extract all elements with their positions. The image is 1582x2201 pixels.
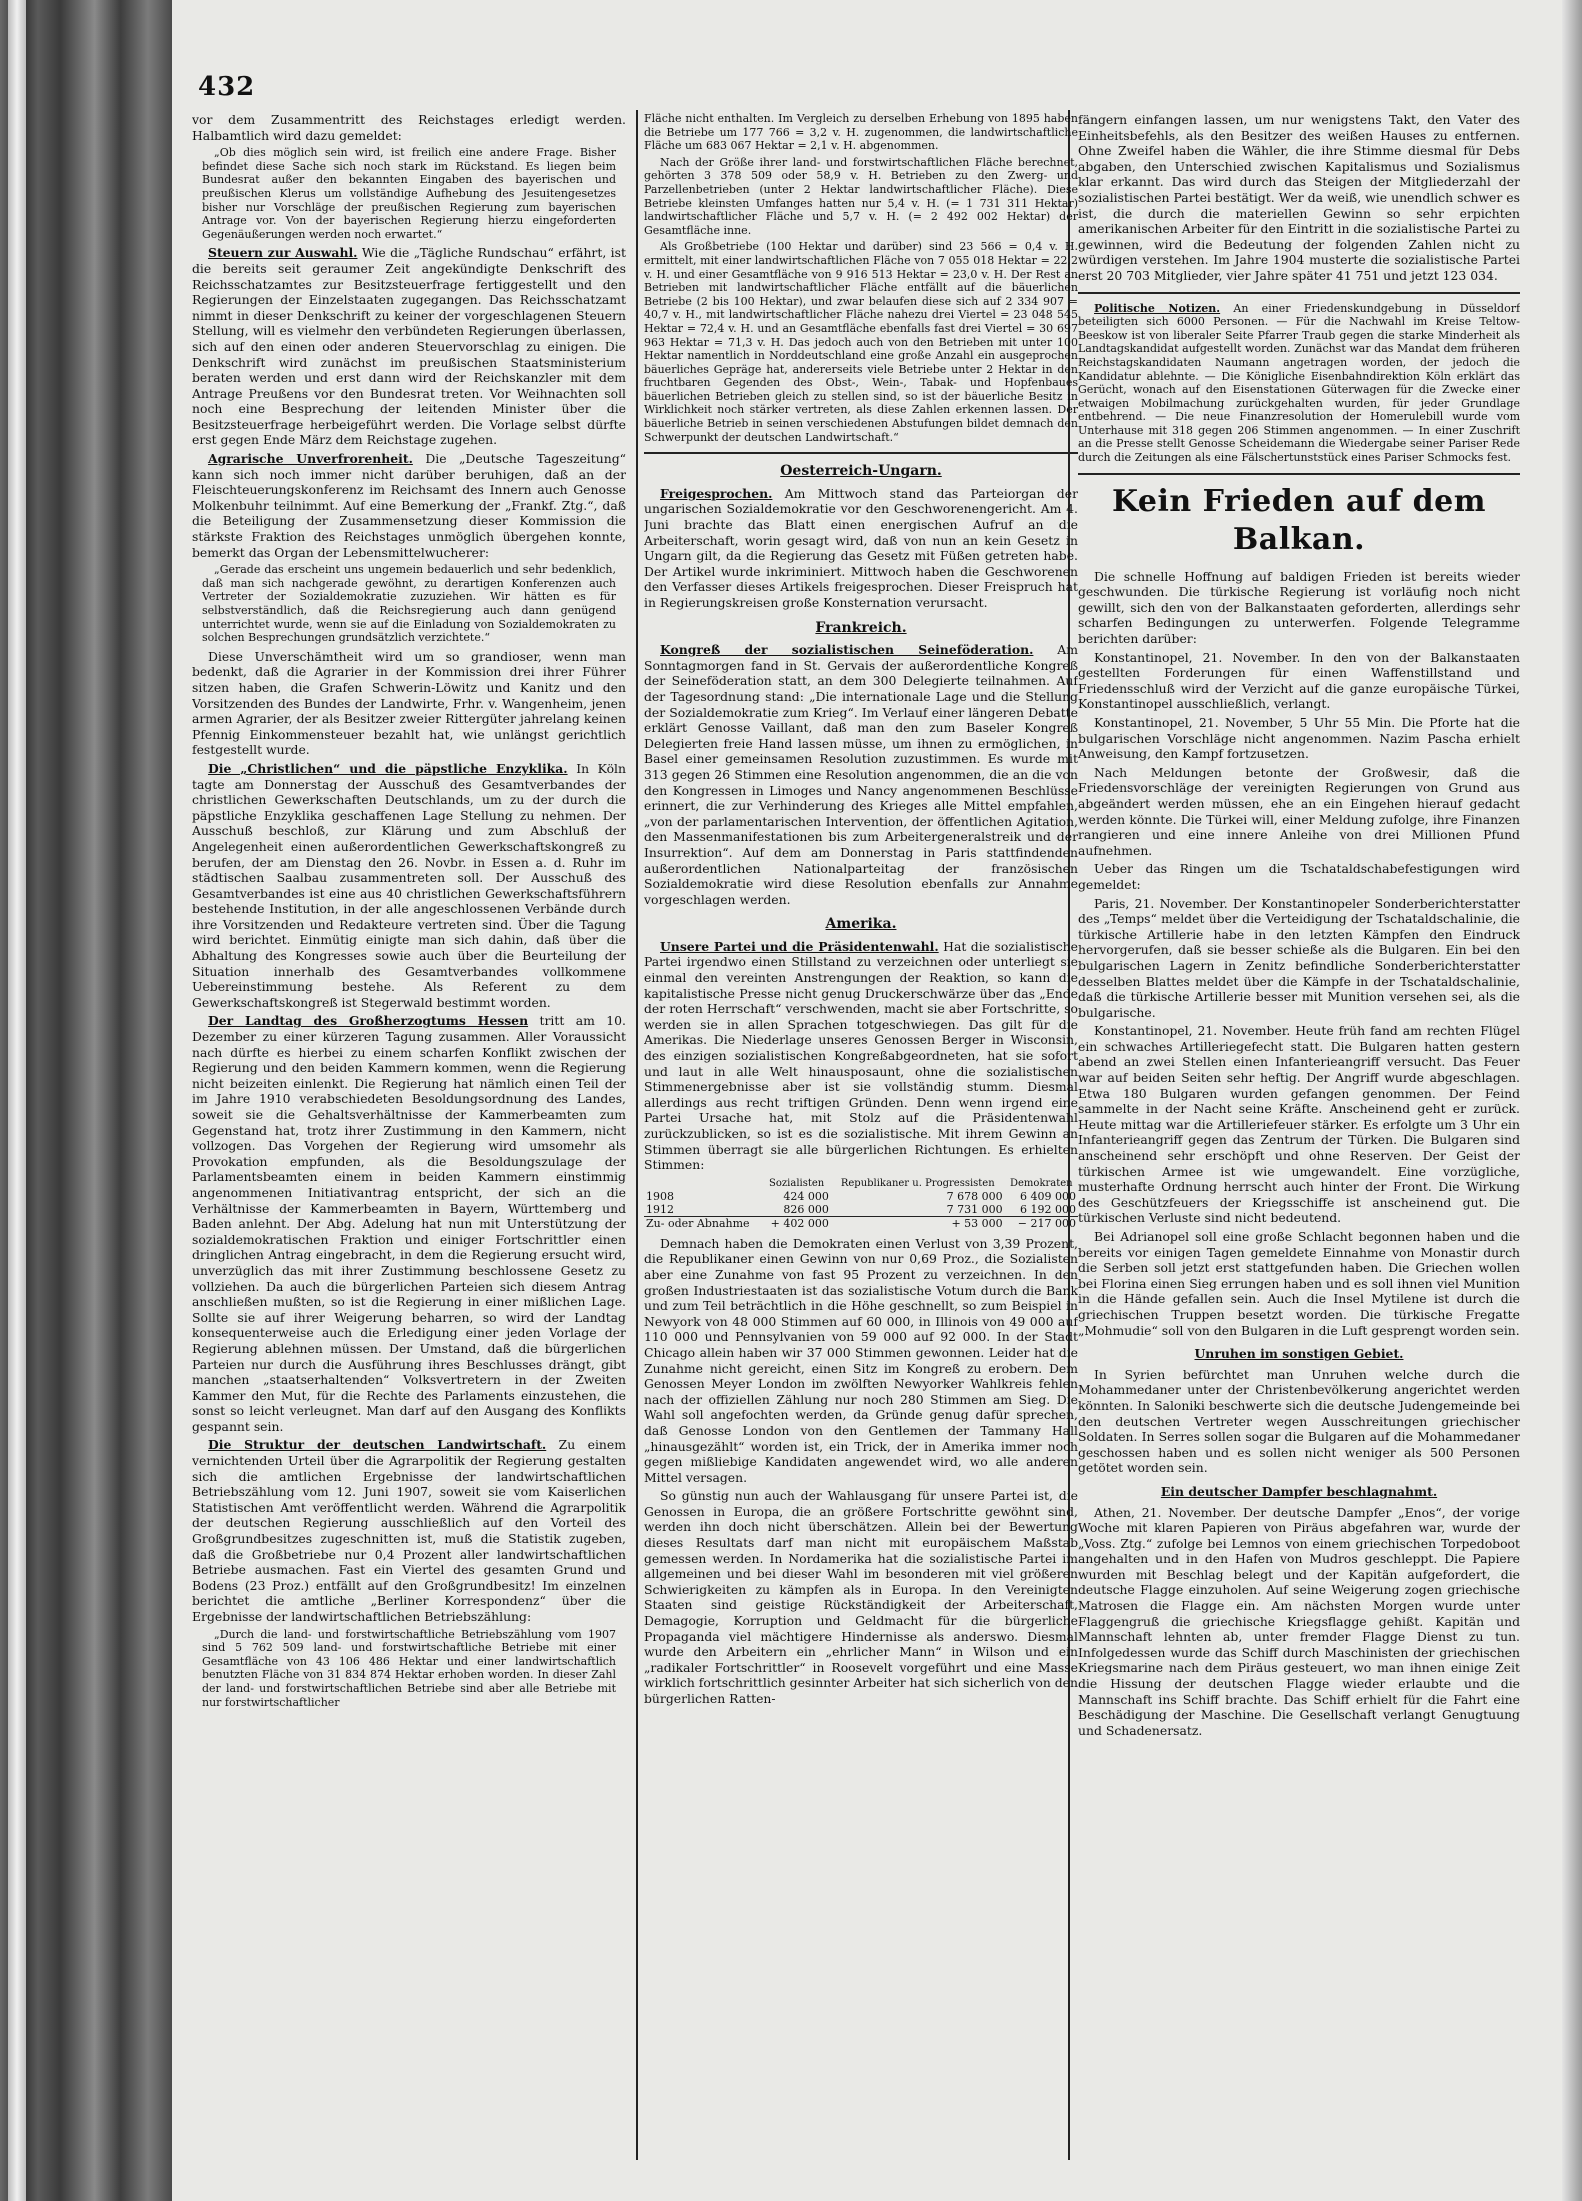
- table-cell: Zu- oder Abnahme: [644, 1216, 762, 1230]
- paragraph-keyword: Kongreß der sozialistischen Seineföderation.: [660, 642, 1034, 658]
- table-cell: 7 678 000: [946, 1189, 1003, 1203]
- paragraph-keyword: Politische Notizen.: [1094, 301, 1221, 315]
- paragraph-keyword: Der Landtag des Großherzogtums Hessen: [208, 1013, 529, 1029]
- section-heading: Frankreich.: [815, 619, 907, 636]
- paragraph-text: tritt am 10. Dezember zu einer kürzeren Tagung zusammen. Aller Voraussicht nach dürfte es hierbei zu einem scharfen Konflikt zwischen der Regierung und den beiden Kammern kommen, wenn die Regierung nicht beizeiten einlenkt. Die Regierung hat nämlich einen Teil der im Jahre 1910 verabschiedeten Besoldungsordnung des Landes, soweit sie die Gehaltsverhältnisse der Kammerbeamten zum Gegenstand hat, trotz ihrer Zustimmung in den Kammern, nicht vollzogen. Das Vorgehen der Regierung wird umsomehr als Provokation empfunden, als die Besoldungszulage der Parlamentsbeamten einem in beiden Kammern einstimmig angenommenen Initiativantrag entspricht, der sich an die Verhältnisse der Kammerbeamten in Bayern, Württemberg und Baden anlehnt. Der Abg. Adelung hat nun mit Unterstützung der sozialdemokratischen Fraktion und einiger Fortschrittler einen dringlichen Antrag eingebracht, in dem die Regierung ersucht wird, unverzüglich das mit ihrer Zustimmung beschlossene Gesetz zu vollziehen. Da auch die bürgerlichen Parteien sich diesem Antrag anschließen mußten, so ist die Regierung in einer mißlichen Lage. Sollte sie auf ihrer Weigerung beharren, so wird der Landtag konsequenterweise auch die Erledigung einer jeden Vorlage der Regierung ablehnen müssen. Der Umstand, daß die bürgerlichen Parteien nur durch die Ausführung ihres Beschlusses drängt, gibt manchen „staatserhaltenden“ Volksvertretern in der Zweiten Kammer den Mut, für die Rechte des Parlaments einzustehen, die sonst so leicht verleugnet. Man darf auf den Ausgang des Konflikts gespannt sein.: [192, 1013, 626, 1434]
- paragraph-struktur: [192, 1437, 626, 1624]
- paragraph-keyword: Die Struktur der deutschen Landwirtschaft.: [208, 1437, 547, 1453]
- paragraph-text: Am Mittwoch stand das Parteiorgan der ungarischen Sozialdemokratie vor den Geschworenengericht. Am 4. Juni brachte das Blatt einen energischen Aufruf an die Arbeiterschaft, worin gesagt wird, daß von nun an kein Gesetz in Ungarn gilt, da die Regierung das Gesetz mit Füßen getreten habe. Der Artikel wurde inkriminiert. Mittwoch haben die Geschworenen den Verfasser dieses Artikels freigesprochen. Dieser Freispruch hat in Regierungskreisen große Konsternation verursacht.: [644, 485, 1078, 610]
- section-heading: Oesterreich-Ungarn.: [780, 463, 942, 480]
- paragraph: In Syrien befürchtet man Unruhen welche durch die Mohammedaner unter der Christenbevölkerung angerichtet werden könnten. In Saloniki beschwerte sich die deutsche Judengemeinde bei den deutschen Vertreter wegen Ausschreitungen griechischer Soldaten. In Serres sollen sogar die Bulgaren auf die Mohammedaner geschossen haben und es sollen nicht weniger als 500 Personen getötet worden sein.: [1078, 1366, 1520, 1476]
- table-cell: + 53 000: [831, 1216, 1005, 1230]
- table-cell: 826 000: [783, 1202, 829, 1216]
- table-header-row: [644, 1177, 1078, 1190]
- quotation: „Durch die land- und forstwirtschaftliche Betriebszählung vom 1907 sind 5 762 509 land- und forstwirtschaftliche Betriebe mit einer Gesamtfläche von 43 106 486 Hektar und einer landwirtschaftlich benutzten Fläche von 31 834 874 Hektar erhoben worden. In dieser Zahl der land- und forstwirtschaftlichen Betriebe sind aber alle Betriebe mit nur forstwirtschaftlicher: [202, 1627, 616, 1709]
- paragraph-text: An einer Friedenskundgebung in Düsseldorf beteiligten sich 6000 Personen. — Für die Nachwahl im Kreise Teltow-Beeskow ist von liberaler Seite Pfarrer Traub gegen die starke Minderheit als Landtagskandidat aufgestellt worden. Zunächst war das Mandat dem früheren Reichstagskandidaten Naumann angetragen worden, der jedoch die Kandidatur ablehnte. — Die Königliche Eisenbahndirektion Köln erklärt das Gerücht, wonach auf den Eisenstationen Güterwagen für die Zwecke einer etwaigen Mobilmachung zurückgehalten wurden, für jeder Grundlage entbehrend. — Die neue Finanzresolution der Homerulebill wurde vom Unterhause mit 318 gegen 206 Stimmen angenommen. — In einer Zuschrift an die Presse stellt Genosse Scheidemann die Wiedergabe seiner Pariser Rede durch die Zeitungen als eine Fälschertunststück eines Pariser Schmocks fest.: [1078, 301, 1520, 465]
- paragraph: Nach Meldungen betonte der Großwesir, daß die Friedensvorschläge der vereinigten Regierungen von Grund aus abgeändert werden müssen, ehe an ein Eingehen hierauf gedacht werden könnte. Die Türkei will, einer Meldung zufolge, ihre Finanzen rangieren und eine innere Anleihe von drei Millionen Pfund aufnehmen.: [1078, 764, 1520, 858]
- column-left: [192, 112, 626, 2152]
- paragraph: Paris, 21. November. Der Konstantinopeler Sonderberichterstatter des „Temps“ meldet über die Verteidigung der Tschataldschalinie, die türkische Artillerie habe in den letzten Kämpfen den Eindruck hervorgerufen, daß sie besser schieße als die Bulgaren. Ein bei den bulgarischen Lagern in Zenitz befindliche Sonderberichterstatter desselben Blattes meldet über die Kämpfe in der Tschataldschalinie, daß die türkische Artillerie besser mit Munition versehen sei, als die bulgarische.: [1078, 895, 1520, 1020]
- section-divider: [1078, 292, 1520, 294]
- paragraph-keyword: Steuern zur Auswahl.: [208, 245, 358, 261]
- table-header: Sozialisten: [769, 1177, 825, 1189]
- binding-highlight: [8, 0, 26, 2201]
- table-header: Demokraten: [1010, 1177, 1073, 1189]
- table-header: Republikaner u. Progressisten: [840, 1177, 995, 1189]
- section-divider: [1078, 473, 1520, 475]
- table-cell: 6 192 000: [1020, 1202, 1076, 1216]
- paragraph-christliche: [192, 761, 626, 1011]
- paragraph: Konstantinopel, 21. November. In den von der Balkanstaaten gestellten Forderungen für einen Waffenstillstand und Friedensschluß wird der Verzicht auf die ganze europäische Türkei, Konstantinopel ausschließlich, verlangt.: [1078, 649, 1520, 712]
- column-rule: [636, 110, 638, 2160]
- paragraph-steuern: [192, 245, 626, 448]
- paragraph: Nach der Größe ihrer land- und forstwirtschaftlichen Fläche berechnet, gehörten 3 378 509 oder 58,9 v. H. Betrieben zu den Zwerg- und Parzellenbetrieben (unter 2 Hektar landwirtschaftlicher Fläche). Diese Betriebe kleinsten Umfanges hatten nur 5,4 v. H. (= 1 731 311 Hektar) landwirtschaftlicher Fläche und 5,7 v. H. (= 2 492 002 Hektar) der Gesamtfläche inne.: [644, 155, 1078, 237]
- paragraph: fängern einfangen lassen, um nur wenigstens Takt, den Vater des Einheitsbefehls, als den Besitzer des weißen Hauses zu entfernen. Ohne Zweifel haben die Wähler, die ihre Stimme diesmal für Debs abgaben, den Unterschied zwischen Kapitalismus und Sozialismus klar erkannt. Das wird durch das Steigen der Mitgliederzahl der sozialistischen Partei bestätigt. Wer da weiß, wie unendlich schwer es ist, die durch die materiellen Gewinn so sehr erpichten amerikanischen Arbeiter für den Eintritt in die sozialistische Partei zu gewinnen, wird die Bedeutung der folgenden Zahlen nicht zu würdigen verstehen. Im Jahre 1904 musterte die sozialistische Partei erst 20 703 Mitglieder, vier Jahre später 41 751 und jetzt 123 034.: [1078, 112, 1520, 283]
- paragraph: Bei Adrianopel soll eine große Schlacht begonnen haben und die bereits vor einigen Tagen gemeldete Einnahme von Monastir durch die Serben soll jetzt erst stattgefunden haben. Die Griechen wollen bei Florina einen Sieg errungen haben und es soll ihnen viel Munition in die Hände gefallen sein. Auch die Insel Mytilene ist durch die griechischen Truppen besetzt worden. Die türkische Fregatte „Mohmudie“ soll von den Bulgaren in die Luft gesprengt worden sein.: [1078, 1229, 1520, 1338]
- table-row: [644, 1203, 1078, 1217]
- paragraph-text: In Köln tagte am Donnerstag der Ausschuß des Gesamtverbandes der christlichen Gewerkschaften Deutschlands, um zu der durch die päpstliche Enzyklika geschaffenen Lage Stellung zu nehmen. Der Ausschuß beschloß, zur Klärung und zum Abschluß der Angelegenheit einen außerordentlichen Gewerkschaftskongreß zu berufen, der am Dienstag den 26. Novbr. in Essen a. d. Ruhr im städtischen Saalbau zusammentreten soll. Der Ausschuß des Gesamtverbandes ist eine aus 40 christlichen Gewerkschaftsführern bestehende Institution, in der alle angeschlossenen Verbände durch ihre Vorsitzenden und Redakteure vertreten sind. Über die Tagung wird berichtet. Einmütig einigte man sich dahin, daß über die Abhaltung des Kongresses sowie auch über die Beurteilung der Situation innerhalb des Gesamtverbandes vollkommene Uebereinstimmung bestehe. Als Referent zu dem Gewerkschaftskongreß ist Stegerwald bestimmt worden.: [192, 760, 626, 1010]
- paragraph: Die schnelle Hoffnung auf baldigen Frieden ist bereits wieder geschwunden. Die türkische Regierung ist vorläufig noch nicht gewillt, sich den von der Balkanstaaten geforderten, allerdings sehr scharfen Bedingungen zu unterwerfen. Folgende Telegramme berichten darüber:: [1078, 568, 1520, 647]
- paragraph: Ueber das Ringen um die Tschataldschabefestigungen wird gemeldet:: [1078, 861, 1520, 892]
- paragraph-text: Hat die sozialistische Partei irgendwo einen Stillstand zu verzeichnen oder unterliegt sie einmal den vereinten Anstrengungen der Reaktion, so kann die kapitalistische Presse nicht genug Druckerschwärze über das „Ende der roten Herrschaft“ verschwenden, macht sie aber Fortschritte, so werden sie in allen Sprachen totgeschwiegen. Das gilt für die Amerikas. Die Niederlage unseres Genossen Berger in Wisconsin, des einzigen sozialistischen Kongreßabgeordneten, hat sie sofort und laut in alle Welt hinausposaunt, ohne die sozialistischen Stimmenergebnisse aber ist sie vollständig stumm. Diesmal allerdings aus recht triftigen Gründen. Denn wenn irgend eine Partei Ursache hat, mit Stolz auf die Präsidentenwahl zurückzublicken, so ist es die sozialistische. Mit ihrem Gewinn an Stimmen überragt sie alle bürgerlichen Richtungen. Es erhielten Stimmen:: [644, 938, 1078, 1173]
- paragraph: Konstantinopel, 21. November. Heute früh fand am rechten Flügel ein schwaches Artilleriegefecht statt. Die Bulgaren hatten gestern abend an zwei Stellen einen Infanterieangriff versucht. Das Feuer war auf beiden Seiten sehr heftig. Der Angriff wurde abgeschlagen. Etwa 180 Bulgaren wurden gefangen genommen. Der Feind sammelte in der Nacht seine Kräfte. Anscheinend geht er zurück. Heute mittag war die Artilleriefeuer stärker. Es erfolgte um 3 Uhr ein Infanterieangriff gegen das Zentrum der Türken. Die Bulgaren sind anscheinend sehr erschöpft und ohne Reserven. Der Geist der türkischen Armee ist wie umgewandelt. Eine vorzügliche, musterhafte Ordnung herrscht auch hinter der Front. Die Wirkung des Geschützfeuers der Kriegsschiffe ist anscheinend gut. Die türkischen Verluste sind nicht bedeutend.: [1078, 1023, 1520, 1226]
- page-right-edge: [1562, 0, 1582, 2201]
- paragraph: Athen, 21. November. Der deutsche Dampfer „Enos“, der vorige Woche mit klaren Papieren von Piräus abgefahren war, wurde der „Voss. Ztg.“ zufolge bei Lemnos von einem griechischen Torpedoboot angehalten und in den Hafen von Mudros geschleppt. Die Papiere wurden mit Beschlag belegt und der Kapitän aufgefordert, die deutsche Flagge einzuholen. Auf seine Weigerung zogen griechische Matrosen die Flagge ein. Am nächsten Morgen wurde unter Flaggengruß die griechische Kriegsflagge gehißt. Kapitän und Mannschaft lehnten ab, unter fremder Flagge Dienst zu tun. Infolgedessen wurde das Schiff durch Maschinisten der griechischen Kriegsmarine nach dem Piräus gesteuert, wo man ihnen einige Zeit die Hissung der deutschen Flagge wieder erlaubte und die Mannschaft ins Schiff brachte. Das Schiff erhielt für die Fahrt eine Beschädigung der Maschine. Die Gesellschaft verlangt Genugtuung und Schadenersatz.: [1078, 1504, 1520, 1738]
- paragraph: Fläche nicht enthalten. Im Vergleich zu derselben Erhebung von 1895 haben die Betriebe um 177 766 = 3,2 v. H. zugenommen, die landwirtschaftliche Fläche um 683 067 Hektar = 2,1 v. H. abgenommen.: [644, 112, 1078, 153]
- paragraph-text: Wie die „Tägliche Rundschau“ erfährt, ist die bereits seit geraumer Zeit angekündigte Denkschrift des Reichsschatzamtes zur Besitzsteuerfrage fertiggestellt und den Regierungen der Einzelstaaten zugegangen. Das Reichsschatzamt nimmt in dieser Denkschrift zu keiner der vorgeschlagenen Steuern Stellung, will es vielmehr den verbündeten Regierungen überlassen, sich auf den einen oder anderen Steuervorschlag zu einigen. Die Denkschrift wird zunächst im preußischen Staatsministerium beraten werden und erst dann wird der Reichskanzler mit dem Antrage Preußens vor den Bundesrat treten. Vor Weihnachten soll noch eine Besprechung der leitenden Minister über die Besitzsteuerfrage herbeigeführt werden. Die Vorlage selbst dürfte erst gegen Ende März dem Reichstage zugehen.: [192, 245, 626, 448]
- paragraph-kongress: [644, 642, 1078, 907]
- table-cell: 1908: [646, 1189, 674, 1203]
- paragraph-praesidentenwahl: [644, 939, 1078, 1173]
- paragraph-text: Die „Deutsche Tageszeitung“ kann sich noch immer nicht darüber beruhigen, daß an der Fleischteuerungskonferenz im Reichsamt des Innern auch Genosse Molkenbuhr teilnimmt. Auf eine Bemerkung der „Frankf. Ztg.“, daß die Beteiligung der Zusammensetzung dieser Kommission die stärkste Fraktion des Reichstages unmöglich übergehen konnte, bemerkt das Organ der Lebensmittelwucherer:: [192, 451, 626, 560]
- paragraph-hessen: [192, 1013, 626, 1434]
- subheading: Ein deutscher Dampfer beschlagnahmt.: [1160, 1483, 1438, 1499]
- paragraph: vor dem Zusammentritt des Reichstages erledigt werden. Halbamtlich wird dazu gemeldet:: [192, 112, 626, 143]
- table-cell: − 217 000: [1005, 1216, 1078, 1230]
- paragraph-text: Zu einem vernichtenden Urteil über die Agrarpolitik der Regierung gestalten sich die amtlichen Ergebnisse der landwirtschaftlichen Betriebszählung vom 12. Juni 1907, soweit sie vom Kaiserlichen Statistischen Amt veröffentlicht werden. Während die Agrarpolitik der deutschen Regierung ausschließlich auf den Vorteil des Großgrundbesitzes zugeschnitten ist, muß die Statistik zugeben, daß die Großbetriebe nur 0,4 Prozent aller landwirtschaftlichen Betriebe ausmachen. Fast ein Viertel des gesamten Grund und Bodens (23 Proz.) entfällt auf den Großgrundbesitz! Im einzelnen berichtet die amtliche „Berliner Korrespondenz“ über die Ergebnisse der landwirtschaftlichen Betriebszählung:: [192, 1437, 626, 1624]
- headline: Kein Frieden auf dem Balkan.: [1112, 483, 1486, 557]
- paragraph-agrar: [192, 451, 626, 560]
- paragraph-notizen: [1078, 302, 1520, 465]
- table-cell: 424 000: [783, 1189, 829, 1203]
- column-middle: [644, 112, 1078, 2152]
- paragraph-text: Am Sonntagmorgen fand in St. Gervais der außerordentliche Kongreß der Seineföderation statt, an dem 300 Delegierte teilnahmen. Auf der Tagesordnung stand: „Die internationale Lage und die Stellung der Sozialdemokratie zum Krieg“. Im Verlauf einer längeren Debatte erklärt Genosse Vaillant, daß man den zum Baseler Kongreß Delegierten freie Hand lassen müsse, um ihnen zu ermöglichen, in Basel einer gemeinsamen Resolution zuzustimmen. Es wurde mit 313 gegen 26 Stimmen eine Resolution angenommen, die an die von den Kongressen in Limoges und Nancy angenommenen Beschlüsse erinnert, die zur Verhinderung des Krieges alle Mittel empfahlen, „von der parlamentarischen Intervention, der öffentlichen Agitation, den Massenmanifestationen bis zum Arbeitergeneralstreik und der Insurrektion“. Auf dem am Donnerstag in Paris stattfindenden außerordentlichen Nationalparteitag der französischen Sozialdemokratie wird diese Resolution ebenfalls zur Annahme vorgeschlagen werden.: [644, 642, 1078, 907]
- section-heading: Amerika.: [825, 916, 897, 933]
- table-cell: 6 409 000: [1020, 1189, 1076, 1203]
- quotation: „Ob dies möglich sein wird, ist freilich eine andere Frage. Bisher befindet diese Sache sich noch stark im Rückstand. Es liegen beim Bundesrat außer den bekannten Eingaben des bayerischen und preußischen Klerus um vollständige Aufhebung des Jesuitengesetzes bisher nur Vorschläge der preußischen Regierung zum bayerischen Antrage vor. Von der bayerischen Regierung hierzu eingeforderten Gegenäußerungen werden noch erwartet.“: [202, 146, 616, 241]
- quotation: „Gerade das erscheint uns ungemein bedauerlich und sehr bedenklich, daß man sich nachgerade gewöhnt, zu derartigen Konferenzen auch Vertreter der Sozialdemokratie zuzuziehen. Wir hätten es für selbstverständlich, daß die Reichsregierung auch dann genügend unterrichtet wurde, wenn sie auf die Einladung von Sozialdemokraten zu solchen Besprechungen grundsätzlich verzichtete.“: [202, 563, 616, 645]
- table-row: [644, 1190, 1078, 1203]
- paragraph: Demnach haben die Demokraten einen Verlust von 3,39 Prozent, die Republikaner einen Gewinn von nur 0,69 Proz., die Sozialisten aber eine Zunahme von fast 95 Prozent zu verzeichnen. In den großen Industriestaaten ist das sozialistische Votum durch die Bank und zum Teil beträchtlich in die Höhe geschnellt, so zum Beispiel in Newyork von 48 000 Stimmen auf 60 000, in Illinois von 49 000 auf 110 000 und Pennsylvanien von 59 000 auf 92 000. In der Stadt Chicago allein haben wir 37 000 Stimmen gewonnen. Leider hat die Zunahme nicht gereicht, einen Sitz im Kongreß zu erobern. Dem Genossen Meyer London im zwölften Newyorker Wahlkreis fehlen nach der offiziellen Zählung nur noch 280 Stimmen am Sieg. Die Wahl soll angefochten werden, da Gründe genug dafür sprechen, daß Genosse London von den Gentlemen der Tammany Hall „hinausgezählt“ worden ist, ein Trick, der in Amerika immer noch gegen mißliebige Kandidaten angewendet wird, wo alle anderen Mittel versagen.: [644, 1235, 1078, 1485]
- page-number: 432: [198, 72, 256, 102]
- table-cell: + 402 000: [762, 1216, 830, 1230]
- paragraph-keyword: Freigesprochen.: [660, 485, 773, 501]
- table-total-row: [644, 1216, 1078, 1230]
- table-cell: 1912: [646, 1202, 674, 1216]
- paragraph-freigesprochen: [644, 486, 1078, 611]
- subheading: Unruhen im sonstigen Gebiet.: [1194, 1346, 1404, 1362]
- paragraph: Diese Unverschämtheit wird um so grandioser, wenn man bedenkt, daß die Agrarier in der Kommission drei ihrer Führer sitzen haben, die Grafen Schwerin-Löwitz und Kanitz und den Vorsitzenden des Bundes der Landwirte, Frhr. v. Wangenheim, jenen armen Agrarier, der als Besitzer zweier Rittergüter jahrelang keinen Pfennig Einkommensteuer bezahlt hat, wie unlängst gerichtlich festgestellt wurde.: [192, 648, 626, 758]
- column-right: [1078, 112, 1520, 2152]
- paragraph-keyword: Die „Christlichen“ und die päpstliche Enzyklika.: [208, 760, 568, 776]
- section-divider: [644, 452, 1078, 454]
- election-table: [644, 1177, 1078, 1230]
- paragraph: So günstig nun auch der Wahlausgang für unsere Partei ist, die Genossen in Europa, die an größere Fortschritte gewöhnt sind, werden ihn doch nicht überschätzen. Allein bei der Bewertung dieses Resultats darf man nicht mit europäischem Maßstab gemessen werden. In Nordamerika hat die sozialistische Partei im allgemeinen und bei dieser Wahl im besonderen mit viel größeren Schwierigkeiten zu kämpfen als in Europa. In den Vereinigten Staaten sind geistige Rückständigkeit der Arbeiterschaft, Demagogie, Korruption und Geldmacht für die bürgerliche Propaganda viel mächtigere Hindernisse als anderswo. Diesmal wurde den Arbeitern ein „ehrlicher Mann“ in Wilson und ein „radikaler Fortschrittler“ in Roosevelt vorgeführt und eine Masse wirklich fortschrittlich gesinnter Arbeiter hat sich sicherlich von den bürgerlichen Ratten-: [644, 1488, 1078, 1706]
- paragraph: Als Großbetriebe (100 Hektar und darüber) sind 23 566 = 0,4 v. H. ermittelt, mit einer landwirtschaftlichen Fläche von 7 055 018 Hektar = 22,2 v. H. und einer Gesamtfläche von 9 916 513 Hektar = 23,0 v. H. Der Rest an Betrieben mit landwirtschaftlicher Fläche entfällt auf die bäuerlichen Betriebe (2 bis 100 Hektar), und zwar belaufen diese sich auf 2 334 907 = 40,7 v. H., mit landwirtschaftlicher Fläche nahezu drei Viertel = 23 048 545 Hektar = 72,4 v. H. und an Gesamtfläche ebenfalls fast drei Viertel = 30 697 963 Hektar = 71,3 v. H. Das jedoch auch von den Betrieben mit unter 100 Hektar namentlich in Norddeutschland eine große Anzahl ein ausgeprochen bäuerliches Gepräge hat, andererseits viele Betriebe unter 2 Hektar in den fruchtbaren Gegenden des Obst-, Wein-, Tabak- und Hopfenbaues bäuerlichen Betrieben gleich zu stellen sind, so ist der bäuerliche Besitz in Wirklichkeit noch stärker vertreten, als diese Zahlen erkennen lassen. Der bäuerliche Betrieb in seinen verschiedenen Abstufungen bildet demnach den Schwerpunkt der deutschen Landwirtschaft.“: [644, 240, 1078, 444]
- paragraph-keyword: Agrarische Unverfrorenheit.: [208, 451, 413, 467]
- paragraph-keyword: Unsere Partei und die Präsidentenwahl.: [660, 938, 939, 954]
- table-cell: 7 731 000: [946, 1202, 1003, 1216]
- paragraph: Konstantinopel, 21. November, 5 Uhr 55 Min. Die Pforte hat die bulgarischen Vorschläge nicht angenommen. Nazim Pascha erhielt Anweisung, den Kampf fortzusetzen.: [1078, 715, 1520, 762]
